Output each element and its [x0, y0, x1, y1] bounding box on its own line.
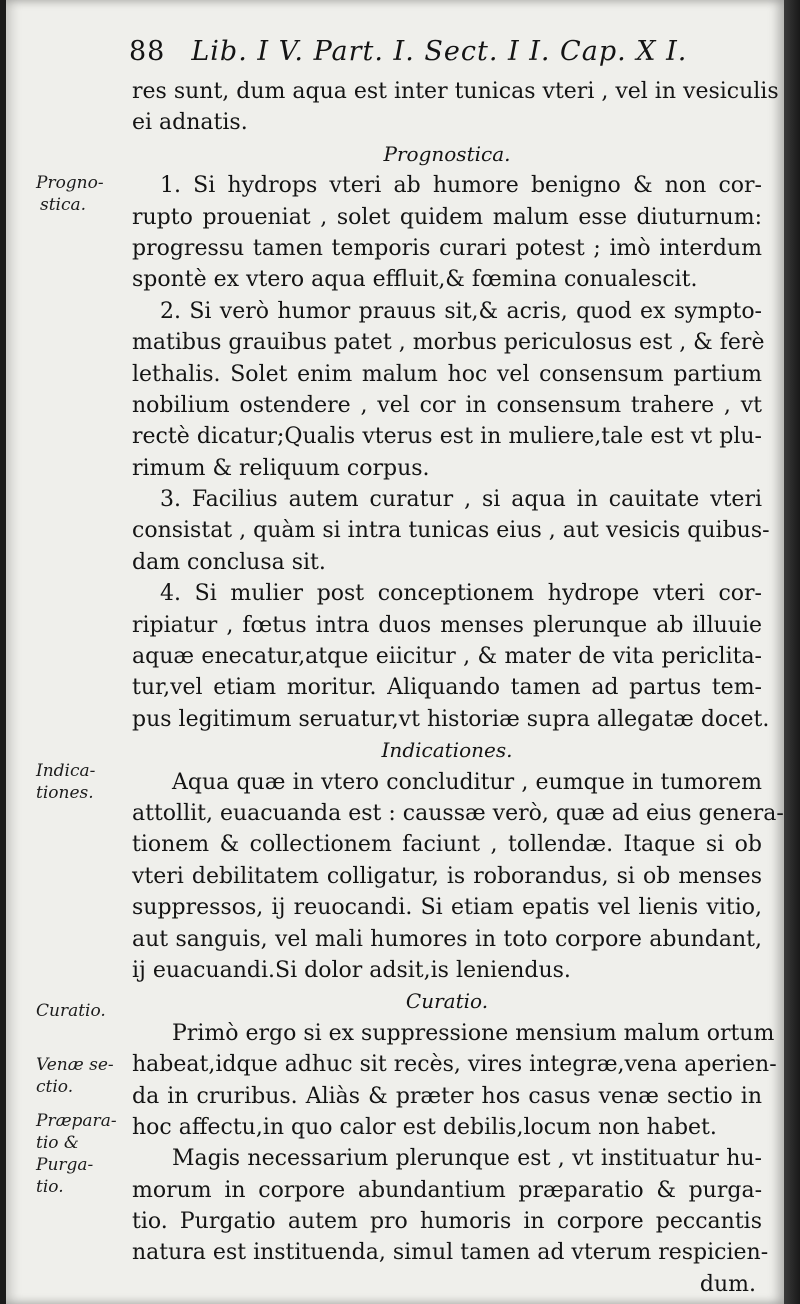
text-line: matibus grauibus patet , morbus periculosus est , & ferè — [132, 330, 765, 356]
catchword: dum. — [699, 1271, 756, 1297]
page-header — [129, 36, 769, 76]
margin-note-prognostica: Progno- stica. — [36, 173, 104, 215]
text-line: spontè ex vtero aqua effluit,& fœmina conualescit. — [132, 267, 698, 293]
text-line: Aqua quæ in vtero concluditur , eumque in tumorem — [172, 769, 762, 795]
text-line: morum in corpore abundantium præparatio & purga- — [132, 1177, 762, 1203]
section-heading-curatio: Curatio. — [405, 989, 489, 1014]
text-line: 3. Facilius autem curatur , si aqua in cauitate vteri — [160, 487, 762, 513]
text-line: lethalis. Solet enim malum hoc vel consensum partium — [132, 361, 762, 387]
text-line: dam conclusa sit. — [132, 549, 326, 575]
text-line: nobilium ostendere , vel cor in consensum trahere , vt — [132, 392, 762, 418]
text-line: res sunt, dum aqua est inter tunicas vteri , vel in vesiculis — [132, 79, 779, 104]
text-line: ij euacuandi.Si dolor adsit,is leniendus. — [132, 957, 571, 983]
text-line: progressu tamen temporis curari potest ; imò interdum — [132, 235, 762, 261]
text-line: ripiatur , fœtus intra duos menses plerunque ab illuuie — [132, 612, 762, 638]
margin-note-venae-sectio: Venæ se- ctio. — [36, 1055, 114, 1097]
text-line: da in cruribus. Aliàs & præter hos casus venæ sectio in — [132, 1083, 762, 1109]
text-line: Primò ergo si ex suppressione mensium malum ortum — [172, 1020, 775, 1046]
section-heading-prognostica: Prognostica. — [383, 141, 511, 166]
margin-note-indicationes: Indica- tiones. — [36, 761, 96, 803]
text-line: habeat,idque adhuc sit recès, vires integræ,vena aperien- — [132, 1052, 777, 1078]
margin-note-curatio: Curatio. — [36, 1001, 106, 1021]
text-line: aquæ enecatur,atque eiicitur , & mater de vita periclita- — [132, 644, 762, 670]
text-line: Magis necessarium plerunque est , vt instituatur hu- — [172, 1146, 762, 1172]
main-text — [132, 76, 784, 1300]
book-page — [6, 0, 784, 1304]
text-line: consistat , quàm si intra tunicas eius , aut vesicis quibus- — [132, 518, 770, 544]
text-line: rectè dicatur;Qualis vterus est in muliere,tale est vt plu- — [132, 424, 762, 450]
text-line: 1. Si hydrops vteri ab humore benigno & non cor- — [160, 173, 762, 199]
text-line: hoc affectu,in quo calor est debilis,locum non habet. — [132, 1114, 717, 1140]
text-line: tionem & collectionem faciunt , tollendæ. Itaque si ob — [132, 832, 762, 858]
section-heading-indicationes: Indicationes. — [381, 738, 513, 763]
text-line: tio. Purgatio autem pro humoris in corpore peccantis — [132, 1209, 762, 1235]
text-line: natura est instituenda, simul tamen ad vterum respicien- — [132, 1240, 769, 1266]
text-line: 4. Si mulier post conceptionem hydrope vteri cor- — [160, 581, 762, 607]
text-line: 2. Si verò humor prauus sit,& acris, quod ex sympto- — [160, 298, 762, 324]
text-line: attollit, euacuanda est : caussæ verò, quæ ad eius genera- — [132, 800, 784, 826]
margin-note-praeparatio: Præpara- tio & Purga- tio. — [36, 1111, 117, 1197]
page-number: 88 — [129, 36, 166, 67]
text-line: vteri debilitatem colligatur, is roborandus, si ob menses — [132, 863, 762, 889]
running-title: Lib. I V. Part. I. Sect. I I. Cap. X I. — [191, 36, 688, 67]
text-line: aut sanguis, vel mali humores in toto corpore abundant, — [132, 926, 762, 952]
text-line: pus legitimum seruatur,vt historiæ supra allegatæ docet. — [132, 706, 770, 732]
text-line: suppressos, ij reuocandi. Si etiam epatis vel lienis vitio, — [132, 895, 762, 921]
text-line: tur,vel etiam moritur. Aliquando tamen ad partus tem- — [132, 675, 762, 701]
text-line: rupto proueniat , solet quidem malum esse diuturnum: — [132, 204, 762, 230]
text-line: rimum & reliquum corpus. — [132, 455, 430, 481]
text-line: ei adnatis. — [132, 110, 248, 136]
